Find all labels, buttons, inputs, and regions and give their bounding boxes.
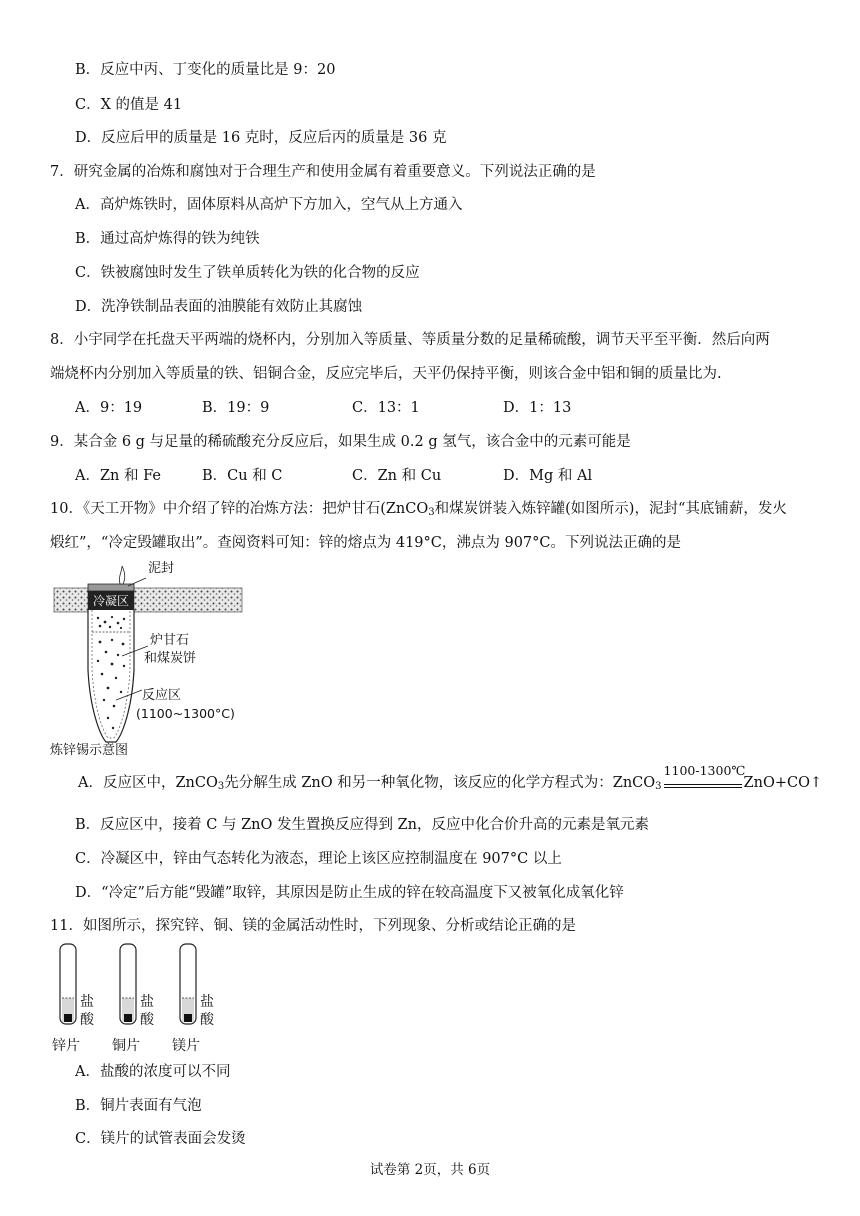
- copper-label: 铜片: [112, 1038, 140, 1054]
- zinc-label: 锌片: [52, 1038, 80, 1054]
- test-tube-diagram: [48, 940, 228, 1058]
- soil-right: [134, 588, 242, 612]
- q9-option-d: D．Mg 和 Al: [503, 468, 593, 484]
- ore-cluster: [97, 616, 125, 629]
- reaction-condition: 1100-1300℃: [664, 773, 742, 793]
- q11-stem: 11．如图所示，探究锌、铜、镁的金属活动性时，下列现象、分析或结论正确的是: [50, 918, 576, 934]
- q8-option-b: B．19：9: [202, 400, 270, 416]
- q7-stem: 7．研究金属的冶炼和腐蚀对于合理生产和使用金属有着重要意义。下列说法正确的是: [50, 164, 596, 180]
- q11-option-c: C．镁片的试管表面会发烫: [75, 1131, 246, 1147]
- q11-option-a: A．盐酸的浓度可以不同: [75, 1064, 231, 1080]
- q10-stem-line2: 煅红”，“冷定毁罐取出”。查阅资料可知：锌的熔点为 419°C，沸点为 907°C。下列说法正确的是: [50, 535, 681, 551]
- tube-zinc: [60, 944, 76, 1024]
- flame-icon: [119, 566, 124, 584]
- acid-label-2b: 酸: [140, 1012, 154, 1028]
- tube-copper: [120, 944, 136, 1024]
- pot-inner: [92, 610, 130, 738]
- q10-option-d: D．“冷定”后方能“毁罐”取锌，其原因是防止生成的锌在较高温度下又被氧化成氧化锌: [75, 885, 624, 901]
- q9-option-a: A．Zn 和 Fe: [75, 468, 161, 484]
- q8-stem-line2: 端烧杯内分别加入等质量的铁、铝铜合金，反应完毕后，天平仍保持平衡，则该合金中铝和铜的质量比为.: [50, 366, 722, 382]
- q9-stem: 9．某合金 6 g 与足量的稀硫酸充分反应后，如果生成 0.2 g 氢气，该合金中的元素可能是: [50, 434, 631, 450]
- soil-left: [54, 588, 88, 612]
- ore-label-2: 和煤炭饼: [144, 651, 197, 666]
- q8-option-a: A．9：19: [75, 400, 143, 416]
- zinc-smelting-diagram: [50, 560, 290, 770]
- tube-magnesium: [180, 944, 196, 1024]
- q7-option-a: A．高炉炼铁时，固体原料从高炉下方加入，空气从上方通入: [75, 197, 463, 213]
- q9-option-b: B．Cu 和 C: [202, 468, 283, 484]
- q8-stem-line1: 8．小宇同学在托盘天平两端的烧杯内，分别加入等质量、等质量分数的足量稀硫酸，调节天平至平衡．然后向两: [50, 332, 770, 348]
- acid-label-2a: 盐: [140, 994, 154, 1010]
- condense-label: 冷凝区: [92, 594, 130, 608]
- q11-option-b: B．铜片表面有气泡: [75, 1098, 202, 1114]
- seal-label: 泥封: [148, 561, 175, 576]
- option-d-prev: D．反应后甲的质量是 16 克时，反应后丙的质量是 36 克: [75, 130, 447, 146]
- reaction-dots: [97, 639, 125, 729]
- acid-label-1a: 盐: [80, 994, 94, 1010]
- clay-seal: [88, 584, 134, 591]
- acid-label-3a: 盐: [200, 994, 214, 1010]
- acid-label-1b: 酸: [80, 1012, 94, 1028]
- acid-label-3b: 酸: [200, 1012, 214, 1028]
- figure-caption: 炼锌锡示意图: [50, 743, 129, 758]
- q8-option-d: D．1：13: [503, 400, 572, 416]
- q9-option-c: C．Zn 和 Cu: [352, 468, 442, 484]
- option-c-prev: C．X 的值是 41: [75, 97, 183, 113]
- magnesium-label: 镁片: [172, 1038, 200, 1054]
- q7-option-c: C．铁被腐蚀时发生了铁单质转化为铁的化合物的反应: [75, 265, 420, 281]
- page-footer: 试卷第 2页，共 6页: [369, 1162, 491, 1178]
- q10-stem-line1: 10．《天工开物》中介绍了锌的冶炼方法：把炉甘石(ZnCO$_3$和煤炭饼装入炼锌罐(如图所示)，泥封“其底铺薪，发火: [50, 501, 787, 518]
- react-label-1: 反应区: [142, 688, 182, 703]
- option-b-prev: B．反应中丙、丁变化的质量比是 9：20: [75, 62, 336, 78]
- q10-option-a: A．反应区中，ZnCO$_3$先分解生成 ZnO 和另一种氧化物，该反应的化学方程式为：ZnCO$_3$ 1100-1300℃ ZnO+CO↑: [78, 763, 823, 792]
- q10-option-c: C．冷凝区中，锌由气态转化为液态，理论上该区应控制温度在 907°C 以上: [75, 851, 562, 867]
- q9-options: [0, 466, 860, 486]
- q7-option-d: D．洗净铁制品表面的油膜能有效防止其腐蚀: [75, 299, 363, 315]
- q8-options: [0, 398, 860, 418]
- q8-option-c: C．13：1: [352, 400, 420, 416]
- pot-outline: [88, 610, 134, 742]
- ore-label-1: 炉甘石: [150, 633, 190, 648]
- react-label-2: (1100~1300°C): [136, 706, 235, 721]
- q7-option-b: B．通过高炉炼得的铁为纯铁: [75, 231, 260, 247]
- q10-option-b: B．反应区中，接着 C 与 ZnO 发生置换反应得到 Zn，反应中化合价升高的元素是氧元素: [75, 817, 650, 833]
